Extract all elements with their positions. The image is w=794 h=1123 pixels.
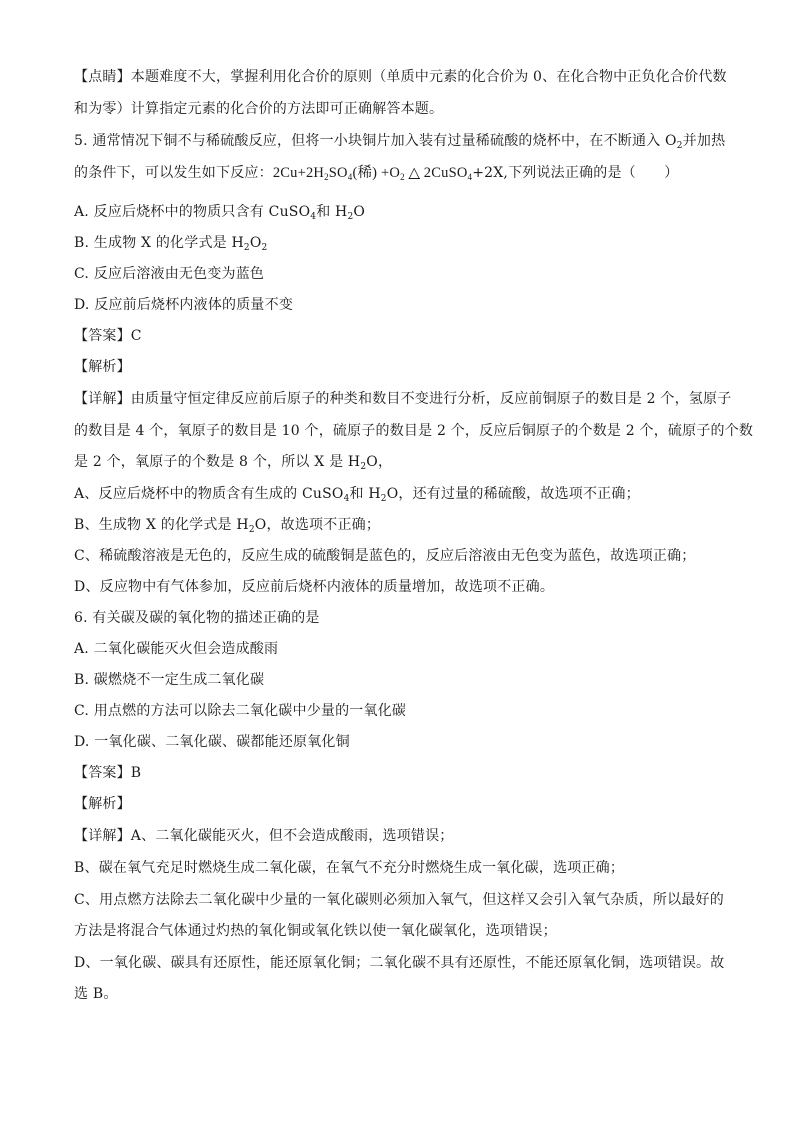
q5-option-a: A. 反应后烧杯中的物质只含有 CuSO$_4$和 $H_2O$ xyxy=(74,204,366,222)
q6-option-c: C. 用点燃的方法可以除去二氧化碳中少量的一氧化碳 xyxy=(74,703,407,719)
q5-detail-line-3: 是 2 个，氧原子的个数是 8 个，所以 X 是 $H_2O$， xyxy=(74,454,393,472)
q6-option-a: A. 二氧化碳能灭火但会造成酸雨 xyxy=(74,641,279,657)
tip-line-1: 【点睛】本题难度不大，掌握利用化合价的原则（单质中元素的化合价为 0、在化合物中正负化合价代数 xyxy=(74,69,727,85)
q5-option-b: B. 生成物 X 的化学式是 $H_2O_2$ xyxy=(74,235,268,253)
reaction-equation: $2Cu+2H_2SO_4$(稀) $+O_2$ △ 2CuSO$_4$ xyxy=(272,165,473,182)
q5-analysis-heading: 【解析】 xyxy=(74,359,131,375)
tip-line-2: 和为零）计算指定元素的化合价的方法即可正确解答本题。 xyxy=(74,101,444,117)
q6-stem: 6. 有关碳及碳的氧化物的描述正确的是 xyxy=(74,610,320,626)
q6-option-b: B. 碳燃烧不一定生成二氧化碳 xyxy=(74,672,265,688)
q6-explain-c-line-2: 方法是将混合气体通过灼热的氧化铜或氧化铁以使一氧化碳氧化，选项错误； xyxy=(74,923,557,939)
q6-answer: 【答案】B xyxy=(74,765,142,781)
q6-detail-line-1: 【详解】A、二氧化碳能灭火，但不会造成酸雨，选项错误； xyxy=(74,828,454,844)
q5-detail-line-1: 【详解】由质量守恒定律反应前后原子的种类和数目不变进行分析，反应前铜原子的数目是 2 个，氢原子 xyxy=(74,391,732,407)
q5-option-d: D. 反应前后烧杯内液体的质量不变 xyxy=(74,297,294,313)
q6-option-d: D. 一氧化碳、二氧化碳、碳都能还原氧化铜 xyxy=(74,734,350,750)
q6-explain-b: B、碳在氧气充足时燃烧生成二氧化碳，在氧气不充分时燃烧生成一氧化碳，选项正确； xyxy=(74,860,625,876)
q5-explain-c: C、稀硫酸溶液是无色的，反应生成的硫酸铜是蓝色的，反应后溶液由无色变为蓝色，故选项正确； xyxy=(74,548,696,564)
q5-answer: 【答案】C xyxy=(74,328,142,344)
q6-explain-c-line-1: C、用点燃方法除去二氧化碳中少量的一氧化碳则必须加入氧气，但这样又会引入氧气杂质，所以最好的 xyxy=(74,892,724,908)
q5-explain-b: B、生成物 X 的化学式是 $H_2O$，故选项不正确； xyxy=(74,517,381,535)
q6-analysis-heading: 【解析】 xyxy=(74,796,131,812)
q5-explain-d: D、反应物中有气体参加，反应前后烧杯内液体的质量增加，故选项不正确。 xyxy=(74,579,555,595)
q6-explain-d-line-1: D、一氧化碳、碳具有还原性，能还原氧化铜；二氧化碳不具有还原性，不能还原氧化铜，选项错误。故 xyxy=(74,955,725,971)
heating-condition: △ xyxy=(408,165,420,181)
q6-explain-d-line-2: 选 B。 xyxy=(74,986,118,1002)
q5-option-c: C. 反应后溶液由无色变为蓝色 xyxy=(74,266,265,282)
q5-stem-line-1: 5. 通常情况下铜不与稀硫酸反应，但将一小块铜片加入装有过量稀硫酸的烧杯中，在不断通入 $O_2$并加热 xyxy=(74,133,726,151)
q5-detail-line-2: 的数目是 4 个，氧原子的数目是 10 个，硫原子的数目是 2 个，反应后铜原子的个数是 2 个，硫原子的个数 xyxy=(74,423,754,439)
q5-explain-a: A、反应后烧杯中的物质含有生成的 CuSO$_4$和 $H_2O$，还有过量的稀硫酸，故选项不正确； xyxy=(74,486,640,504)
q5-stem-line-2: 的条件下，可以发生如下反应：$2Cu+2H_2SO_4$(稀) $+O_2$ △ 2CuSO$_4$+2X,下列说法正确的是（ ） xyxy=(74,165,679,182)
